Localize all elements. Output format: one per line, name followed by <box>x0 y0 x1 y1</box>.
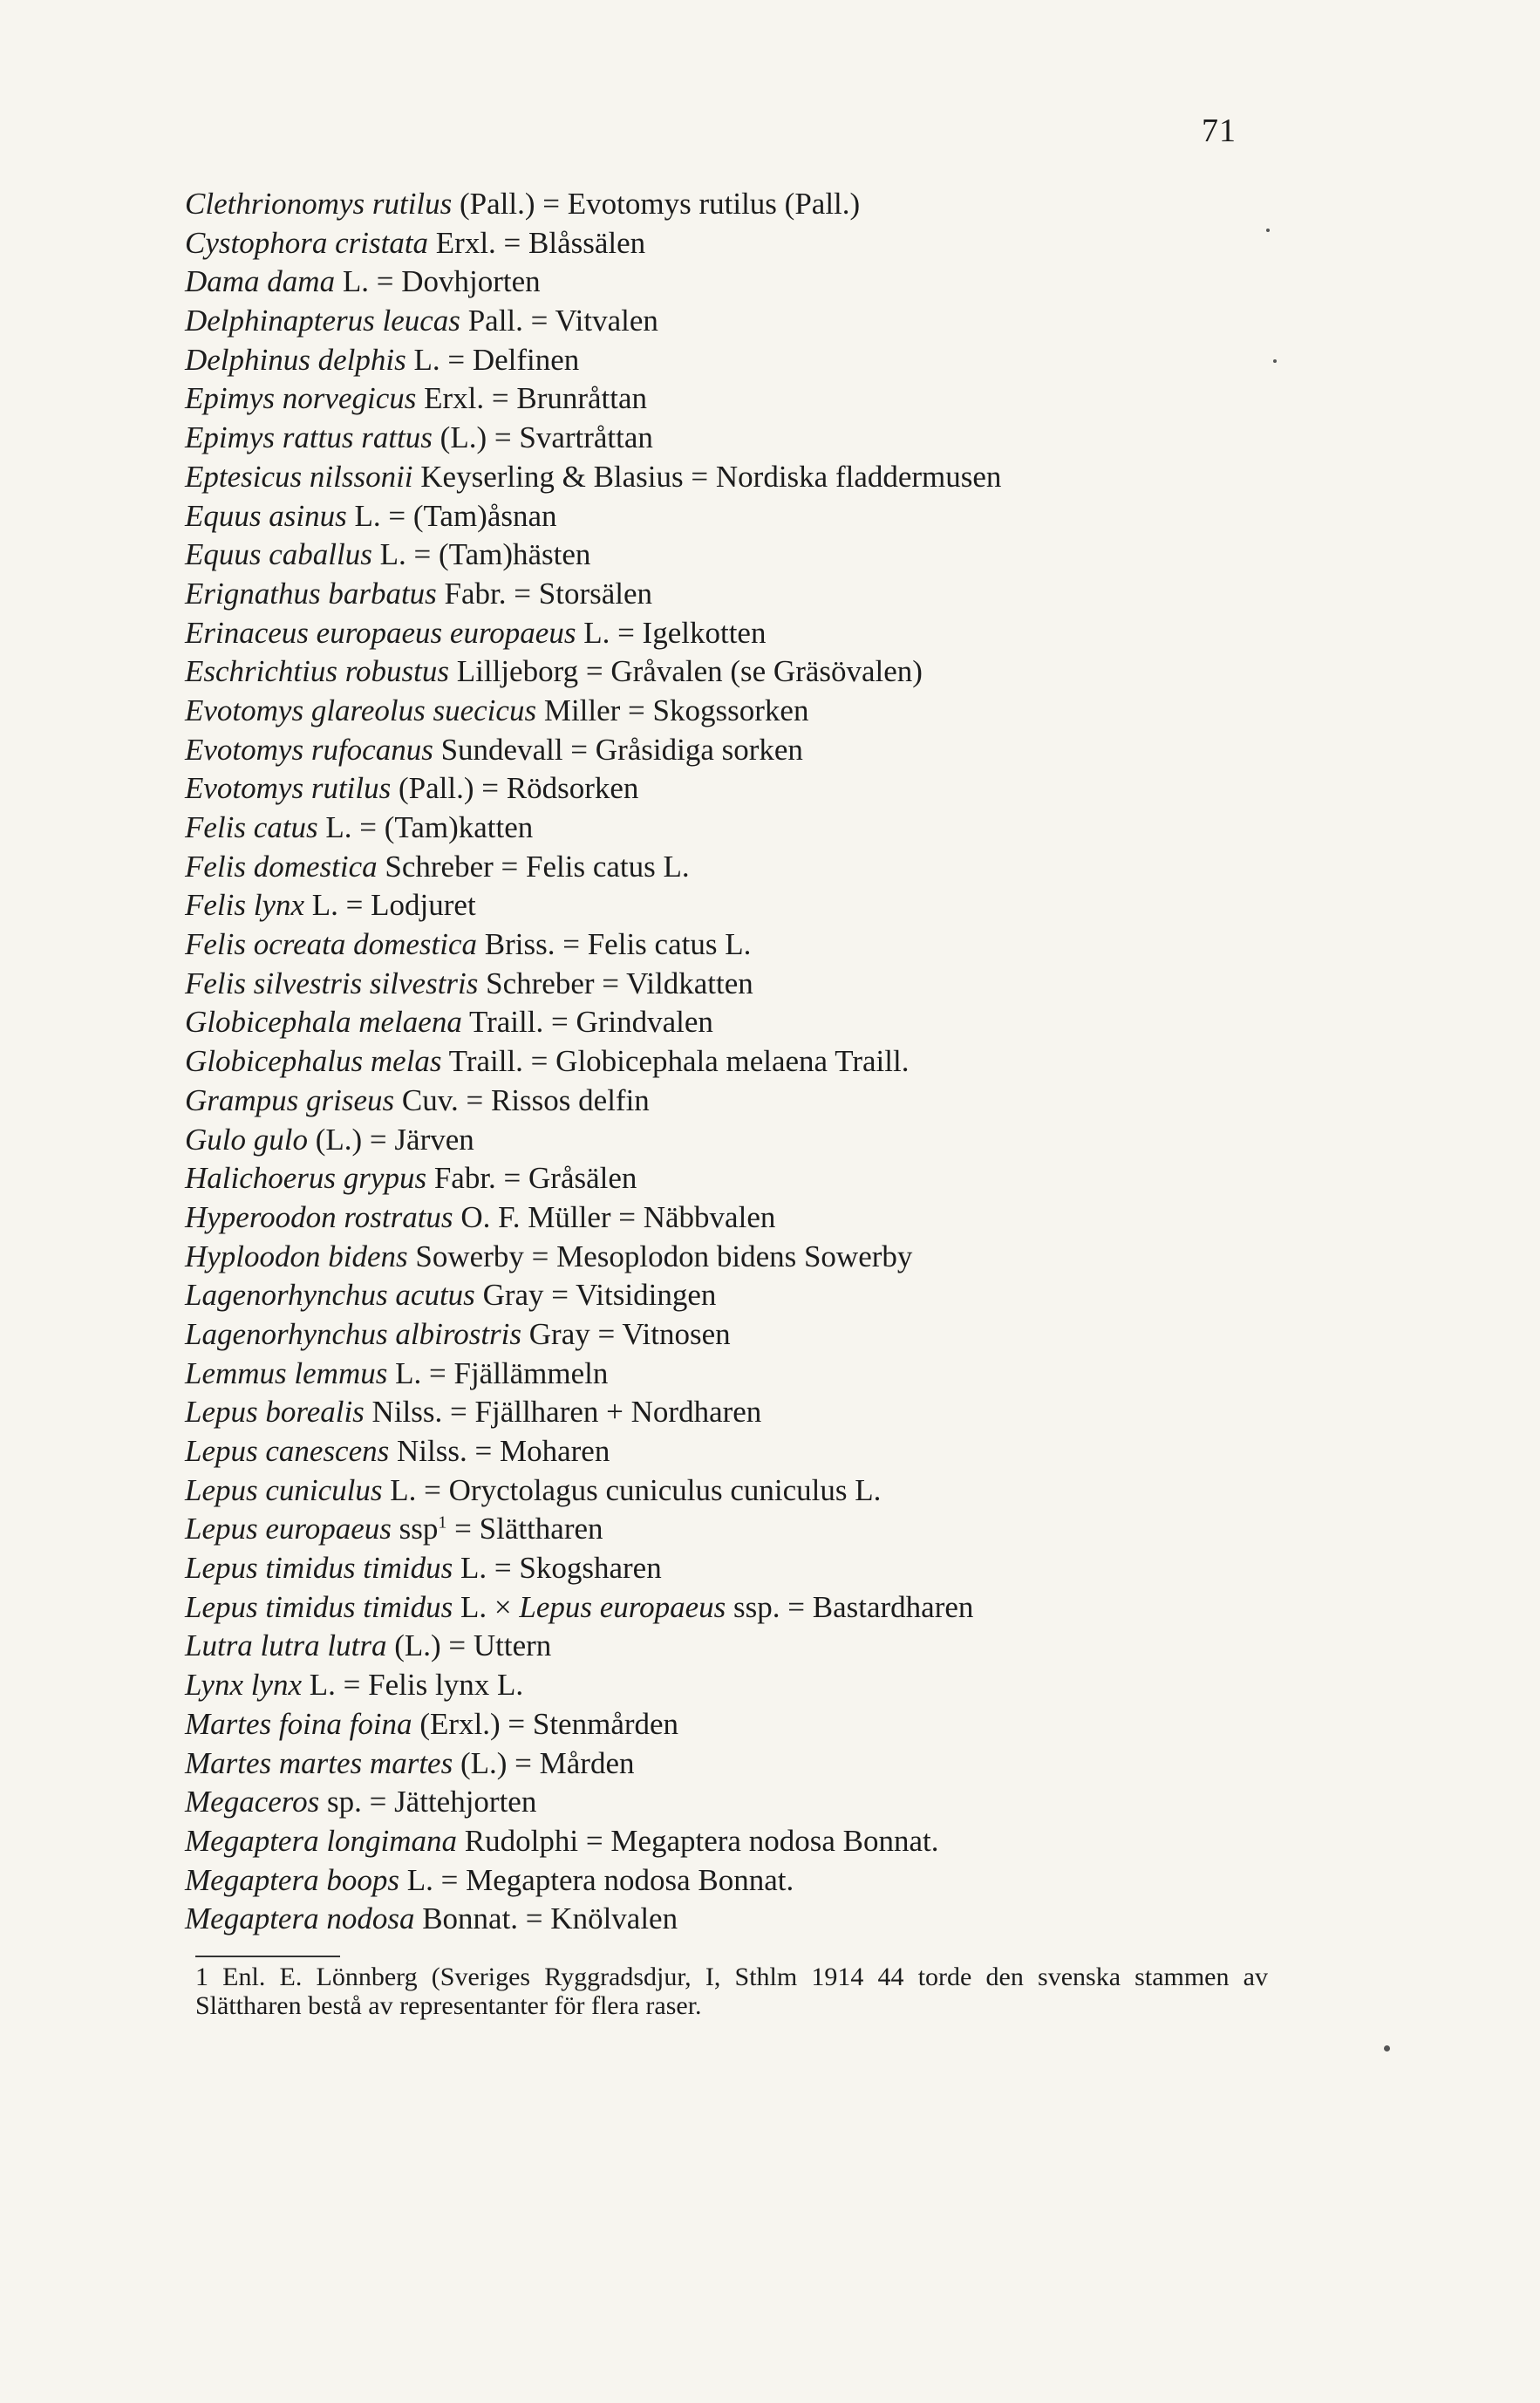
scientific-name: Evotomys glareolus suecicus <box>185 693 537 727</box>
name-remainder: Erxl. = Blåssälen <box>428 225 646 260</box>
scientific-name: Evotomys rufocanus <box>185 732 433 767</box>
scientific-name: Cystophora cristata <box>185 225 429 260</box>
paper-speck <box>1266 229 1270 232</box>
scientific-name: Lemmus lemmus <box>185 1355 388 1390</box>
name-remainder: L. = Igelkotten <box>576 615 767 650</box>
scientific-name: Megaptera longimana <box>185 1823 458 1858</box>
name-remainder: (L.) = Uttern <box>386 1628 552 1663</box>
scientific-name: Delphinus delphis <box>185 342 406 377</box>
scientific-name: Lepus canescens <box>185 1434 390 1468</box>
name-remainder: L. = Skogsharen <box>453 1551 662 1586</box>
list-item <box>185 1159 1449 1198</box>
list-item <box>185 302 1449 341</box>
name-remainder: = Slättharen <box>446 1512 603 1546</box>
scientific-name: Erinaceus europaeus europaeus <box>185 615 576 650</box>
list-item <box>185 1822 1449 1861</box>
list-item <box>185 1315 1449 1355</box>
scientific-name: Martes foina foina <box>185 1706 412 1741</box>
list-item <box>185 965 1449 1004</box>
list-item <box>185 809 1449 848</box>
scientific-name: Eptesicus nilssonii <box>185 459 413 494</box>
name-remainder: Fabr. = Storsälen <box>436 576 653 611</box>
scientific-name: Hyperoodon rostratus <box>185 1199 453 1234</box>
name-remainder: Miller = Skogssorken <box>536 693 809 727</box>
list-item <box>185 1198 1449 1238</box>
name-remainder: L. = (Tam)åsnan <box>346 498 557 533</box>
name-remainder: (Pall.) = Evotomys rutilus (Pall.) <box>452 187 861 221</box>
list-item <box>185 886 1449 925</box>
scientific-name: Felis silvestris silvestris <box>185 966 479 1000</box>
scientific-name: Dama dama <box>185 264 336 299</box>
name-remainder: (L.) = Järven <box>307 1122 474 1157</box>
list-item <box>185 341 1449 380</box>
name-remainder: L. = Lodjuret <box>304 888 476 923</box>
list-item <box>185 652 1449 692</box>
list-item <box>185 458 1449 497</box>
list-item <box>185 1121 1449 1160</box>
list-item <box>185 1900 1449 1939</box>
name-remainder: O. F. Müller = Näbbvalen <box>453 1199 776 1234</box>
list-item <box>185 1276 1449 1315</box>
scientific-name: Felis catus <box>185 810 318 844</box>
name-remainder: Gray = Vitsidingen <box>474 1278 717 1313</box>
footnote-rule <box>195 1956 340 1957</box>
scientific-name: Grampus griseus <box>185 1082 395 1117</box>
scientific-name: Lynx lynx <box>185 1668 303 1703</box>
list-item <box>185 1627 1449 1666</box>
name-remainder: Keyserling & Blasius = Nordiska fladdermusen <box>412 459 1002 494</box>
scientific-name: Epimys rattus rattus <box>185 420 433 455</box>
list-item <box>185 1510 1449 1549</box>
list-item <box>185 379 1449 419</box>
name-remainder: Sundevall = Gråsidiga sorken <box>433 732 803 767</box>
scientific-name: Equus asinus <box>185 498 347 533</box>
scientific-name: Felis domestica <box>185 849 378 884</box>
name-remainder: Gray = Vitnosen <box>521 1316 731 1351</box>
name-remainder: L. = Felis lynx L. <box>302 1668 524 1703</box>
list-item <box>185 731 1449 770</box>
name-remainder: Traill. = Globicephala melaena Traill. <box>441 1044 910 1079</box>
paper-speck <box>1384 2045 1390 2051</box>
list-item <box>185 1238 1449 1277</box>
scientific-name: Globicephalus melas <box>185 1044 442 1079</box>
scientific-name: Eschrichtius robustus <box>185 654 450 689</box>
name-remainder: Erxl. = Brunråttan <box>416 381 648 416</box>
scientific-name: Evotomys rutilus <box>185 771 392 806</box>
list-item <box>185 1393 1449 1432</box>
name-remainder: Cuv. = Rissos delfin <box>394 1082 650 1117</box>
scientific-name: Delphinapterus leucas <box>185 304 460 338</box>
scientific-name: Lepus cuniculus <box>185 1472 383 1507</box>
scientific-name: Megaptera boops <box>185 1862 399 1897</box>
scientific-name: Globicephala melaena <box>185 1005 462 1040</box>
list-item <box>185 1003 1449 1042</box>
name-remainder: L. × <box>453 1589 520 1624</box>
list-item <box>185 1432 1449 1471</box>
name-remainder: Nilss. = Fjällharen + Nordharen <box>364 1395 762 1430</box>
list-item <box>185 1705 1449 1744</box>
species-list <box>185 185 1449 1939</box>
name-remainder: Sowerby = Mesoplodon bidens Sowerby <box>407 1239 913 1273</box>
name-remainder: ssp. = Bastardharen <box>726 1589 974 1624</box>
scientific-name: Lepus europaeus <box>185 1512 392 1546</box>
list-item <box>185 1549 1449 1588</box>
scientific-name: Lepus europaeus <box>519 1589 726 1624</box>
list-item <box>185 692 1449 731</box>
list-item <box>185 497 1449 536</box>
name-remainder: L. = Delfinen <box>405 342 580 377</box>
scientific-name: Lagenorhynchus acutus <box>185 1278 475 1313</box>
name-remainder: L. = Fjällämmeln <box>387 1355 609 1390</box>
name-remainder: (L.) = Svartråttan <box>432 420 653 455</box>
scientific-name: Lutra lutra lutra <box>185 1628 387 1663</box>
list-item <box>185 1082 1449 1121</box>
list-item <box>185 419 1449 458</box>
list-item <box>185 1471 1449 1511</box>
name-remainder: L. = (Tam)hästen <box>371 537 591 572</box>
scientific-name: Halichoerus grypus <box>185 1161 427 1196</box>
name-remainder: Rudolphi = Megaptera nodosa Bonnat. <box>457 1823 939 1858</box>
name-remainder: L. = Dovhjorten <box>335 264 541 299</box>
name-remainder: Bonnat. = Knölvalen <box>414 1901 678 1936</box>
scientific-name: Felis ocreata domestica <box>185 927 478 962</box>
name-remainder: Briss. = Felis catus L. <box>477 927 752 962</box>
list-item <box>185 1588 1449 1628</box>
list-item <box>185 769 1449 809</box>
list-item <box>185 614 1449 653</box>
scientific-name: Felis lynx <box>185 888 305 923</box>
scientific-name: Gulo gulo <box>185 1122 308 1157</box>
name-remainder: Traill. = Grindvalen <box>461 1005 713 1040</box>
name-remainder: Schreber = Vildkatten <box>478 966 753 1000</box>
name-remainder: L. = Oryctolagus cuniculus cuniculus L. <box>382 1472 882 1507</box>
list-item <box>185 1666 1449 1705</box>
scientific-name: Lepus timidus timidus <box>185 1551 453 1586</box>
list-item <box>185 1355 1449 1394</box>
scientific-name: Megaptera nodosa <box>185 1901 415 1936</box>
name-remainder: (Pall.) = Rödsorken <box>391 771 639 806</box>
footnote: 1 Enl. E. Lönnberg (Sveriges Ryggradsdjur, I, Sthlm 1914 44 torde den svenska stammen av Slättharen bestå av representanter för flera raser. <box>195 1963 1268 2020</box>
list-item <box>185 1744 1449 1784</box>
list-item <box>185 263 1449 302</box>
scientific-name: Martes martes martes <box>185 1745 453 1780</box>
scientific-name: Erignathus barbatus <box>185 576 437 611</box>
name-remainder: L. = (Tam)katten <box>317 810 534 844</box>
list-item <box>185 848 1449 887</box>
name-remainder: ssp <box>391 1512 439 1546</box>
footnote-marker: 1 <box>438 1512 447 1533</box>
name-remainder: Nilss. = Moharen <box>389 1434 610 1468</box>
name-remainder: Lilljeborg = Gråvalen (se Gräsövalen) <box>449 654 923 689</box>
list-item <box>185 575 1449 614</box>
name-remainder: L. = Megaptera nodosa Bonnat. <box>399 1862 794 1897</box>
list-item <box>185 1042 1449 1082</box>
name-remainder: (Erxl.) = Stenmården <box>412 1706 679 1741</box>
page-number: 71 <box>1202 113 1237 149</box>
list-item <box>185 1861 1449 1901</box>
scientific-name: Hyploodon bidens <box>185 1239 408 1273</box>
scientific-name: Equus caballus <box>185 537 372 572</box>
list-item <box>185 224 1449 263</box>
name-remainder: sp. = Jättehjorten <box>319 1785 537 1819</box>
name-remainder: Pall. = Vitvalen <box>460 304 658 338</box>
list-item <box>185 185 1449 224</box>
scientific-name: Lagenorhynchus albirostris <box>185 1316 522 1351</box>
scientific-name: Clethrionomys rutilus <box>185 187 453 221</box>
scientific-name: Epimys norvegicus <box>185 381 417 416</box>
name-remainder: Schreber = Felis catus L. <box>377 849 690 884</box>
scientific-name: Lepus borealis <box>185 1395 365 1430</box>
list-item <box>185 1783 1449 1822</box>
scientific-name: Megaceros <box>185 1785 320 1819</box>
name-remainder: (L.) = Mården <box>453 1745 635 1780</box>
scientific-name: Lepus timidus timidus <box>185 1589 453 1624</box>
list-item <box>185 536 1449 575</box>
paper-speck <box>1273 359 1277 363</box>
list-item <box>185 925 1449 965</box>
name-remainder: Fabr. = Gråsälen <box>426 1161 637 1196</box>
